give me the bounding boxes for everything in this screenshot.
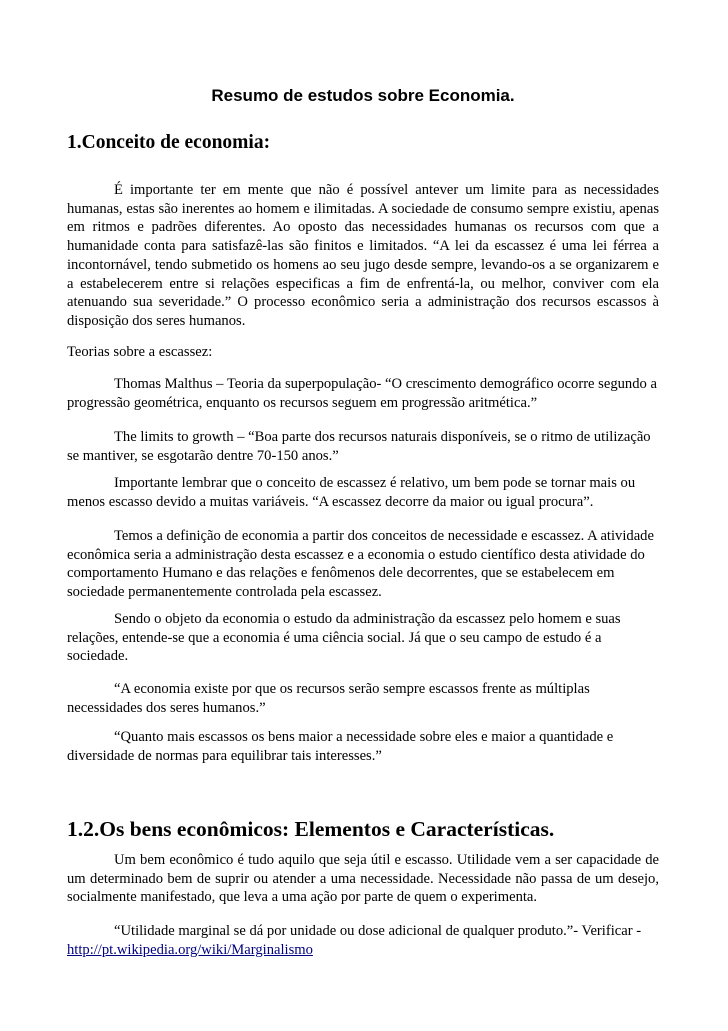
document-title: Resumo de estudos sobre Economia. (211, 86, 515, 105)
paragraph-intro: É importante ter em mente que não é possível antever um limite para as necessidades humanas, estas são inerentes ao homem e ilimitadas. A sociedade de consumo sempre existiu, apenas em ritmos e padrões diferentes. Ao oposto das necessidades humanas os recursos com que a humanidade conta para satisfazê-las são finitos e limitados. “A lei da escassez é uma lei férrea a incontornável, tendo submetido os homens ao seu jugo desde sempre, levando-os a se organizarem e a estabelecerem entre si relações especificas a fim de enfrentá-la, ou melhor, conviver com ela atenuando sua severidade.” O processo econômico seria a administração dos recursos escassos à disposição dos seres humanos. (67, 182, 659, 329)
paragraph-quote-norms: “Quanto mais escassos os bens maior a necessidade sobre eles e maior a quantidade e diversidade de normas para equilibrar tais interesses.” (67, 729, 614, 764)
paragraph-quote-scarce-resources: “A economia existe por que os recursos serão sempre escassos frente as múltiplas necessidades dos seres humanos.” (67, 681, 590, 716)
paragraph-theories-label: Teorias sobre a escassez: (67, 344, 213, 360)
section-heading-bens-economicos: 1.2.Os bens econômicos: Elementos e Características. (67, 817, 555, 841)
marginalismo-link[interactable]: http://pt.wikipedia.org/wiki/Marginalismo (67, 941, 313, 958)
paragraph-relative-scarcity: Importante lembrar que o conceito de escassez é relativo, um bem pode se tornar mais ou menos escasso devido a muitas variáveis. “A escassez decorre da maior ou igual procura”. (67, 475, 636, 510)
paragraph-malthus: Thomas Malthus – Teoria da superpopulação- “O crescimento demográfico ocorre segundo a progressão geométrica, enquanto os recursos seguem em progressão aritmética.” (67, 376, 657, 411)
paragraph-social-science: Sendo o objeto da economia o estudo da administração da escassez pelo homem e suas relações, entende-se que a economia é uma ciência social. Já que o seu campo de estudo é a sociedade. (67, 611, 621, 665)
paragraph-marginal-utility (67, 922, 659, 959)
paragraph-economy-definition: Temos a definição de economia a partir dos conceitos de necessidade e escassez. A atividade econômica seria a administração desta escassez e a economia o estudo científico desta atividade do comportamento Humano e das relações e fenômenos dele decorrentes, que se estabelecem em sociedade permanentemente controlada pela escassez. (67, 528, 654, 601)
paragraph-economic-goods: Um bem econômico é tudo aquilo que seja útil e escasso. Utilidade vem a ser capacidade de um determinado bem de suprir ou atender a uma necessidade. Necessidade não passa de um desejo, socialmente manifestado, que leva a uma ação por parte de quem o experimenta. (67, 852, 659, 906)
section-heading-conceito: 1.Conceito de economia: (67, 132, 271, 153)
marginal-utility-text: “Utilidade marginal se dá por unidade ou dose adicional de qualquer produto.”- Verificar - (114, 923, 642, 939)
paragraph-limits-to-growth: The limits to growth – “Boa parte dos recursos naturais disponíveis, se o ritmo de utilização se mantiver, se esgotarão dentre 70-150 anos.” (67, 429, 651, 464)
